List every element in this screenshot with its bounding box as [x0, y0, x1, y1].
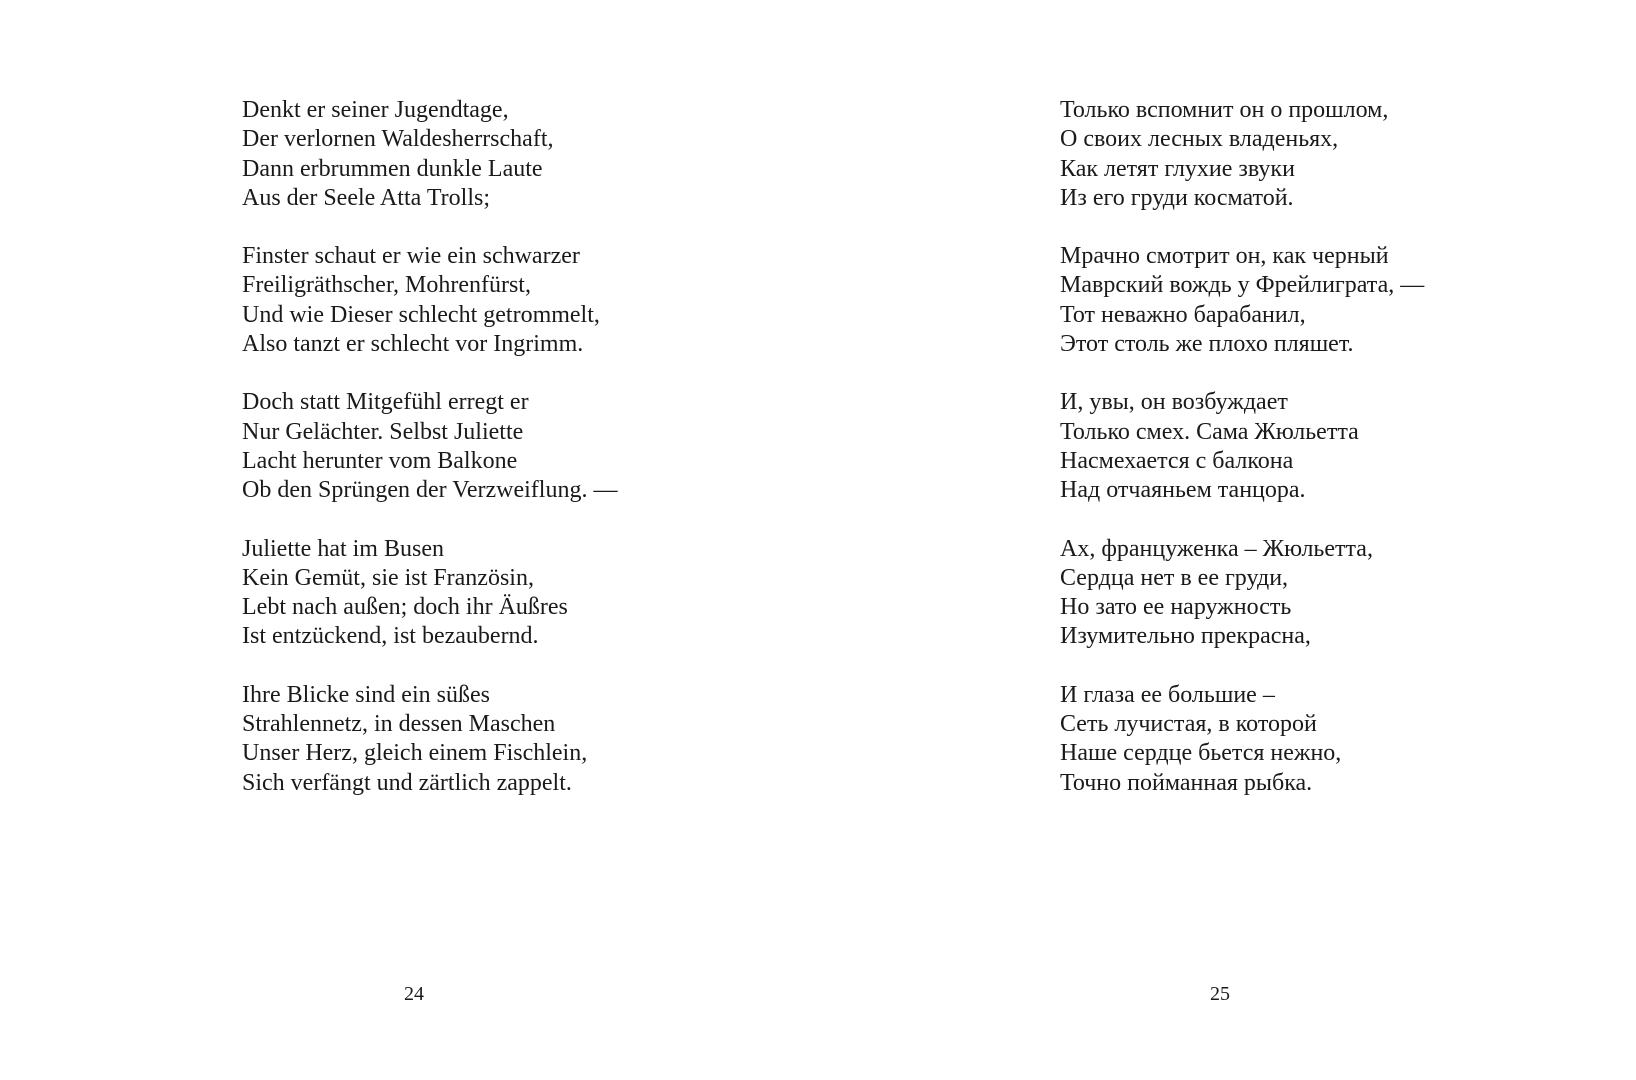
- verse-line: Ах, француженка – Жюльетта,: [1060, 535, 1373, 562]
- verse-line: Ob den Sprüngen der Verzweiflung. —: [242, 477, 618, 504]
- verse-line: Freiligräthscher, Mohrenfürst,: [242, 272, 531, 299]
- verse-line: Ist entzückend, ist bezaubernd.: [242, 623, 539, 650]
- stanza: [242, 681, 617, 798]
- stanza: [242, 242, 617, 359]
- verse-line: Finster schaut er wie ein schwarzer: [242, 243, 580, 270]
- verse-line: Ihre Blicke sind ein süßes: [242, 681, 490, 708]
- verse-line: О своих лесных владеньях,: [1060, 126, 1339, 153]
- verse-line: Strahlennetz, in dessen Maschen: [242, 711, 556, 738]
- stanza: [1060, 681, 1424, 798]
- verse-line: Как летят глухие звуки: [1060, 155, 1295, 182]
- verse-line: Der verlornen Waldesherrschaft,: [242, 126, 554, 153]
- stanza: [1060, 535, 1424, 652]
- verse-line: Dann erbrummen dunkle Laute: [242, 155, 543, 182]
- german-verse: [242, 96, 617, 827]
- verse-line: Мрачно смотрит он, как черный: [1060, 243, 1389, 270]
- stanza: [1060, 388, 1424, 505]
- verse-line: Сеть лучистая, в которой: [1060, 711, 1317, 738]
- stanza: [242, 388, 617, 505]
- verse-line: Doch statt Mitgefühl erregt er: [242, 389, 529, 416]
- verse-line: Also tanzt er schlecht vor Ingrimm.: [242, 331, 584, 358]
- verse-line: И, увы, он возбуждает: [1060, 389, 1288, 416]
- russian-verse: [1060, 96, 1424, 827]
- verse-line: Sich verfängt und zärtlich zappelt.: [242, 769, 572, 796]
- page-number-left: 24: [404, 983, 424, 1005]
- verse-line: Этот столь же плохо пляшет.: [1060, 331, 1354, 358]
- verse-line: Из его груди косматой.: [1060, 184, 1294, 211]
- verse-line: Только вспомнит он о прошлом,: [1060, 97, 1389, 123]
- stanza: [1060, 242, 1424, 359]
- verse-line: Juliette hat im Busen: [242, 535, 444, 562]
- right-page: [818, 0, 1636, 1080]
- verse-line: Nur Gelächter. Selbst Juliette: [242, 418, 524, 445]
- verse-line: Наше сердце бьется нежно,: [1060, 740, 1342, 767]
- verse-line: Сердца нет в ее груди,: [1060, 564, 1289, 591]
- stanza: [242, 96, 617, 213]
- verse-line: Насмехается с балкона: [1060, 447, 1294, 474]
- verse-line: И глаза ее большие –: [1060, 681, 1275, 708]
- verse-line: Над отчаяньем танцора.: [1060, 477, 1306, 504]
- verse-line: Тот неважно барабанил,: [1060, 301, 1306, 328]
- verse-line: Lacht herunter vom Balkone: [242, 447, 518, 474]
- verse-line: Unser Herz, gleich einem Fischlein,: [242, 740, 588, 767]
- page-number-right: 25: [1210, 983, 1230, 1005]
- stanza: [1060, 96, 1424, 213]
- verse-line: Изумительно прекрасна,: [1060, 623, 1311, 650]
- verse-line: Только смех. Сама Жюльетта: [1060, 418, 1359, 445]
- verse-line: Denkt er seiner Jugendtage,: [242, 97, 509, 123]
- verse-line: Но зато ее наружность: [1060, 594, 1292, 621]
- verse-line: Aus der Seele Atta Trolls;: [242, 184, 491, 211]
- verse-line: Kein Gemüt, sie ist Französin,: [242, 564, 534, 591]
- verse-line: Lebt nach außen; doch ihr Äußres: [242, 594, 568, 621]
- verse-line: Точно пойманная рыбка.: [1060, 769, 1313, 796]
- stanza: [242, 535, 617, 652]
- verse-line: Маврский вождь у Фрейлиграта, —: [1060, 272, 1425, 299]
- verse-line: Und wie Dieser schlecht getrommelt,: [242, 301, 600, 328]
